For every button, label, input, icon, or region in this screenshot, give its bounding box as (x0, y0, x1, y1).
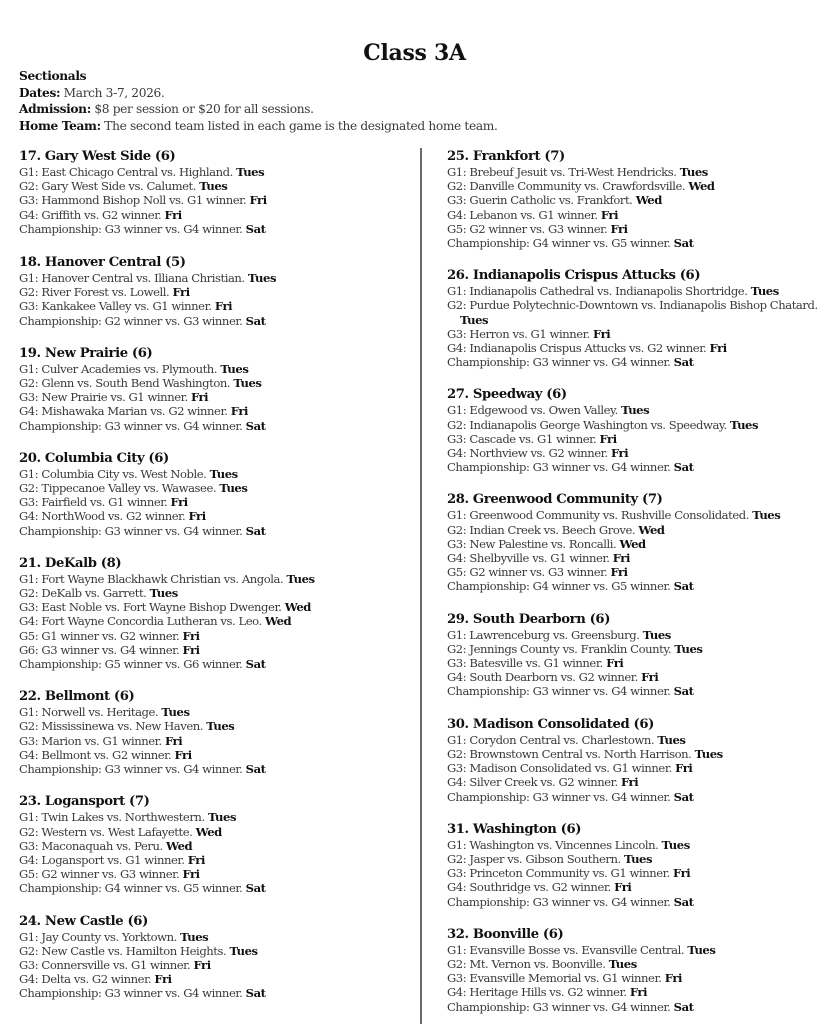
game-matchup: G2: Mississinewa vs. New Haven. (19, 719, 203, 734)
game-matchup: G4: Northview vs. G2 winner. (447, 446, 608, 461)
game-day: Tues (623, 851, 653, 866)
game-matchup: G1: Evansville Bosse vs. Evansville Central. (447, 942, 685, 957)
game-line (19, 734, 414, 748)
game-day: Fri (249, 193, 267, 208)
game-day: Wed (635, 193, 662, 208)
game-line (19, 524, 414, 538)
game-matchup: G1: Lawrenceburg vs. Greensburg. (447, 627, 640, 642)
home-team-line (19, 118, 498, 135)
game-line (19, 719, 414, 733)
game-line (447, 355, 825, 369)
game-line (19, 972, 414, 986)
game-matchup: G4: Delta vs. G2 winner. (19, 972, 152, 987)
admission-label: Admission: (19, 102, 91, 116)
sectional-title: 28. Greenwood Community (7) (447, 492, 663, 508)
game-day: Tues (750, 284, 779, 299)
game-day: Fri (629, 985, 648, 1000)
game-day: Sat (245, 523, 266, 538)
game-line (447, 432, 825, 446)
game-line (447, 508, 825, 522)
sectional-block (447, 926, 825, 1014)
sectional-title: 23. Logansport (7) (19, 794, 150, 810)
game-day: Fri (193, 957, 211, 972)
game-line (19, 495, 414, 509)
sectional-block (19, 148, 414, 236)
left-column (19, 148, 414, 1018)
game-day: Fri (600, 207, 619, 222)
game-matchup: G2: Danville Community vs. Crawfordsville. (447, 179, 686, 194)
game-line (19, 376, 414, 390)
game-line (447, 446, 825, 460)
game-day: Tues (161, 705, 190, 720)
game-day: Fri (610, 446, 629, 461)
game-line (447, 880, 825, 894)
game-line (19, 944, 414, 958)
game-day: Fri (154, 972, 172, 987)
sectional-title: 31. Washington (6) (447, 821, 582, 837)
intro-block (19, 68, 498, 134)
game-matchup: G2: DeKalb vs. Garrett. (19, 586, 147, 601)
game-line (19, 867, 414, 881)
game-matchup: G3: Connersville vs. G1 winner. (19, 957, 191, 972)
game-line (19, 614, 414, 628)
game-day: Sat (673, 894, 694, 909)
game-matchup: Championship: G4 winner vs. G5 winner. (447, 579, 671, 594)
game-line (447, 298, 825, 326)
dates-label: Dates: (19, 85, 61, 100)
game-matchup: G3: Batesville vs. G1 winner. (447, 656, 603, 671)
sectional-title: 24. New Castle (6) (19, 913, 148, 929)
game-matchup: G1: Columbia City vs. West Noble. (19, 466, 207, 481)
game-day: Fri (664, 971, 682, 986)
sectional-title: 27. Speedway (6) (447, 387, 567, 403)
game-line (447, 1000, 825, 1014)
game-matchup: G1: Hanover Central vs. Illiana Christian. (19, 271, 245, 286)
sectional-block (19, 793, 414, 895)
game-line (19, 419, 414, 433)
sectional-block (19, 450, 414, 538)
game-day: Sat (673, 999, 694, 1014)
sectional-block (447, 821, 825, 909)
game-day: Fri (610, 221, 628, 236)
game-line (447, 790, 825, 804)
game-matchup: G2: Western vs. West Lafayette. (19, 824, 193, 839)
game-day: Tues (679, 165, 708, 179)
game-matchup: G3: Cascade vs. G1 winner. (447, 431, 597, 446)
home-team-label: Home Team: (19, 118, 101, 133)
game-day: Sat (245, 313, 266, 328)
page-title: Class 3A (363, 40, 466, 66)
game-line (447, 327, 825, 341)
game-line (19, 839, 414, 853)
game-matchup: G3: New Palestine vs. Roncalli. (447, 536, 617, 551)
game-matchup: G3: Herron vs. G1 winner. (447, 326, 590, 341)
game-day: Tues (206, 719, 235, 734)
game-line (447, 208, 825, 222)
game-day: Wed (688, 179, 715, 194)
game-matchup: G1: Washington vs. Vincennes Lincoln. (447, 837, 659, 852)
game-line (19, 362, 414, 376)
game-day: Tues (460, 312, 489, 327)
column-divider (420, 148, 422, 1024)
game-day: Tues (674, 641, 703, 656)
game-line (19, 222, 414, 236)
game-matchup: G2: Indian Creek vs. Beech Grove. (447, 522, 636, 537)
game-matchup: G3: Kankakee Valley vs. G1 winner. (19, 299, 212, 314)
game-matchup: G4: Southridge vs. G2 winner. (447, 880, 611, 895)
game-matchup: Championship: G3 winner vs. G4 winner. (447, 355, 671, 370)
game-matchup: G1: Culver Academies vs. Plymouth. (19, 361, 218, 376)
game-matchup: G1: Edgewood vs. Owen Valley. (447, 403, 618, 418)
game-line (447, 236, 825, 250)
game-line (19, 404, 414, 418)
game-matchup: G1: East Chicago Central vs. Highland. (19, 165, 233, 179)
game-line (447, 971, 825, 985)
sectional-block (447, 267, 825, 369)
game-day: Fri (190, 390, 209, 405)
game-line (447, 193, 825, 207)
game-matchup: Championship: G3 winner vs. G4 winner. (19, 221, 243, 236)
game-day: Wed (165, 838, 193, 853)
game-matchup: G2: Jennings County vs. Franklin County. (447, 641, 672, 656)
game-day: Wed (264, 614, 292, 629)
game-day: Sat (673, 236, 694, 251)
game-line (19, 271, 414, 285)
game-day: Fri (182, 642, 200, 657)
sectional-block (447, 491, 825, 593)
game-matchup: G3: Madison Consolidated vs. G1 winner. (447, 761, 672, 776)
game-matchup: G4: South Dearborn vs. G2 winner. (447, 670, 638, 685)
game-matchup: G2: Gary West Side vs. Calumet. (19, 179, 197, 194)
game-line (19, 853, 414, 867)
game-day: Fri (172, 285, 190, 300)
game-day: Fri (164, 207, 182, 222)
game-day: Fri (620, 775, 639, 790)
game-matchup: G5: G1 winner vs. G2 winner. (19, 628, 180, 643)
game-line (19, 165, 414, 179)
game-matchup: Championship: G3 winner vs. G4 winner. (447, 684, 671, 699)
game-line (19, 193, 414, 207)
sectional-title: 30. Madison Consolidated (6) (447, 716, 654, 732)
game-matchup: G4: NorthWood vs. G2 winner. (19, 509, 186, 524)
game-matchup: Championship: G2 winner vs. G3 winner. (19, 313, 243, 328)
game-day: Fri (606, 656, 624, 671)
game-matchup: Championship: G3 winner vs. G4 winner. (19, 523, 243, 538)
sectionals-heading: Sectionals (19, 69, 87, 83)
game-line (19, 572, 414, 586)
game-line (19, 825, 414, 839)
game-matchup: Championship: G3 winner vs. G4 winner. (447, 789, 671, 804)
game-day: Tues (233, 376, 262, 391)
game-day: Fri (673, 866, 691, 881)
game-matchup: G4: Shelbyville vs. G1 winner. (447, 551, 610, 566)
game-day: Sat (673, 355, 694, 370)
game-line (447, 403, 825, 417)
game-matchup: G1: Corydon Central vs. Charlestown. (447, 732, 655, 747)
sectional-block (447, 148, 825, 250)
game-day: Fri (164, 733, 183, 748)
game-matchup: G1: Indianapolis Cathedral vs. Indianapolis Shortridge. (447, 284, 748, 299)
game-day: Tues (657, 732, 686, 747)
game-matchup: G5: G2 winner vs. G3 winner. (447, 565, 608, 580)
game-matchup: G2: Indianapolis George Washington vs. Speedway. (447, 417, 727, 432)
game-line (447, 179, 825, 193)
game-matchup: G2: Jasper vs. Gibson Southern. (447, 851, 621, 866)
game-day: Sat (245, 881, 266, 896)
game-line (447, 418, 825, 432)
game-line (19, 657, 414, 671)
game-day: Sat (245, 986, 266, 1001)
game-line (19, 705, 414, 719)
game-day: Fri (675, 761, 693, 776)
sectional-title: 18. Hanover Central (5) (19, 255, 186, 271)
game-line (447, 537, 825, 551)
game-line (19, 179, 414, 193)
game-line (19, 586, 414, 600)
sectional-title: 20. Columbia City (6) (19, 450, 169, 466)
sectional-block (447, 611, 825, 699)
game-line (447, 985, 825, 999)
sectional-block (19, 688, 414, 776)
game-matchup: G3: New Prairie vs. G1 winner. (19, 390, 188, 405)
game-day: Sat (245, 221, 266, 236)
sectional-title: 19. New Prairie (6) (19, 345, 153, 361)
game-matchup: G2: Tippecanoe Valley vs. Wawasee. (19, 481, 217, 496)
game-matchup: G4: Indianapolis Crispus Attucks vs. G2 winner. (447, 341, 707, 356)
game-day: Tues (220, 361, 249, 376)
game-matchup: G4: Fort Wayne Concordia Lutheran vs. Leo. (19, 614, 262, 629)
game-line (447, 642, 825, 656)
game-matchup: G3: Guerin Catholic vs. Frankfort. (447, 193, 633, 208)
game-matchup: G3: East Noble vs. Fort Wayne Bishop Dwenger. (19, 600, 282, 615)
game-line (19, 748, 414, 762)
sectional-title: 29. South Dearborn (6) (447, 611, 611, 627)
game-matchup: Championship: G4 winner vs. G5 winner. (447, 236, 671, 251)
home-team-value: The second team listed in each game is the designated home team. (104, 118, 498, 133)
game-line (447, 523, 825, 537)
game-line (447, 284, 825, 298)
game-matchup: G2: Mt. Vernon vs. Boonville. (447, 956, 606, 971)
sectional-title: 26. Indianapolis Crispus Attucks (6) (447, 268, 701, 284)
game-day: Tues (247, 271, 277, 286)
sectional-block (19, 913, 414, 1001)
game-line (447, 565, 825, 579)
game-line (447, 628, 825, 642)
game-line (447, 761, 825, 775)
game-line (447, 866, 825, 880)
game-matchup: Championship: G3 winner vs. G4 winner. (447, 894, 671, 909)
game-matchup: G3: Evansville Memorial vs. G1 winner. (447, 971, 662, 986)
game-day: Tues (729, 417, 759, 432)
game-matchup: G2: Brownstown Central vs. North Harrison. (447, 746, 692, 761)
game-line (19, 810, 414, 824)
sectional-block (19, 345, 414, 433)
game-line (447, 943, 825, 957)
game-day: Tues (621, 403, 650, 418)
game-day: Tues (207, 810, 237, 825)
sectional-block (447, 386, 825, 474)
right-column (447, 148, 825, 1031)
game-line (447, 895, 825, 909)
sectional-title: 25. Frankfort (7) (447, 149, 565, 164)
game-matchup: G2: New Castle vs. Hamilton Heights. (19, 943, 227, 958)
game-day: Wed (638, 522, 665, 537)
game-line (447, 460, 825, 474)
game-line (19, 390, 414, 404)
game-line (19, 762, 414, 776)
game-line (19, 629, 414, 643)
game-day: Sat (673, 579, 694, 594)
admission-value: $8 per session or $20 for all sessions. (94, 102, 314, 116)
game-day: Fri (174, 747, 192, 762)
game-day: Fri (599, 431, 617, 446)
game-line (19, 600, 414, 614)
game-matchup: G3: Hammond Bishop Noll vs. G1 winner. (19, 193, 247, 208)
game-day: Fri (593, 326, 611, 341)
game-day: Wed (619, 536, 646, 551)
game-matchup: G6: G3 winner vs. G4 winner. (19, 642, 180, 657)
game-matchup: Championship: G3 winner vs. G4 winner. (19, 986, 243, 1001)
game-matchup: Championship: G3 winner vs. G4 winner. (447, 999, 671, 1014)
game-day: Sat (245, 657, 266, 672)
game-day: Tues (149, 586, 178, 601)
game-day: Tues (229, 943, 258, 958)
game-day: Tues (236, 165, 265, 179)
game-day: Fri (230, 404, 248, 419)
game-day: Fri (641, 670, 659, 685)
game-matchup: G3: Maconaquah vs. Peru. (19, 838, 163, 853)
game-matchup: G1: Twin Lakes vs. Northwestern. (19, 810, 205, 825)
game-day: Wed (284, 600, 311, 615)
game-day: Tues (286, 571, 315, 586)
game-line (447, 852, 825, 866)
game-day: Fri (182, 867, 200, 882)
game-day: Fri (610, 565, 628, 580)
game-matchup: Championship: G3 winner vs. G4 winner. (447, 460, 671, 475)
game-line (447, 551, 825, 565)
game-matchup: Championship: G3 winner vs. G4 winner. (19, 418, 243, 433)
game-day: Fri (182, 628, 200, 643)
game-line (447, 747, 825, 761)
game-line (19, 881, 414, 895)
game-day: Fri (214, 299, 233, 314)
game-line (19, 285, 414, 299)
game-day: Tues (661, 837, 690, 852)
game-line (19, 509, 414, 523)
sectional-title: 32. Boonville (6) (447, 926, 564, 942)
game-day: Tues (219, 481, 248, 496)
sectional-block (19, 254, 414, 328)
game-matchup: G2: Glenn vs. South Bend Washington. (19, 376, 231, 391)
game-line (447, 670, 825, 684)
sectional-title: 21. DeKalb (8) (19, 555, 122, 571)
game-matchup: G3: Marion vs. G1 winner. (19, 733, 162, 748)
game-matchup: G4: Lebanon vs. G1 winner. (447, 207, 598, 222)
game-day: Fri (187, 852, 205, 867)
game-matchup: G2: Purdue Polytechnic-Downtown vs. Indianapolis Bishop Chatard. (447, 298, 818, 313)
game-day: Fri (188, 509, 206, 524)
game-line (447, 165, 825, 179)
game-matchup: G1: Norwell vs. Heritage. (19, 705, 159, 720)
game-day: Tues (209, 466, 238, 481)
game-line (19, 986, 414, 1000)
game-matchup: G2: River Forest vs. Lowell. (19, 285, 170, 300)
sectional-block (19, 555, 414, 671)
game-matchup: G5: G2 winner vs. G3 winner. (447, 221, 608, 236)
dates-line (19, 85, 498, 102)
game-matchup: G3: Fairfield vs. G1 winner. (19, 495, 168, 510)
game-line (19, 208, 414, 222)
dates-value: March 3-7, 2026. (63, 85, 165, 100)
sectional-block (447, 716, 825, 804)
game-day: Sat (673, 684, 694, 699)
game-matchup: G1: Greenwood Community vs. Rushville Consolidated. (447, 508, 749, 523)
game-day: Fri (614, 880, 632, 895)
game-matchup: G1: Jay County vs. Yorktown. (19, 929, 177, 944)
game-line (19, 299, 414, 313)
game-line (19, 643, 414, 657)
game-matchup: G4: Heritage Hills vs. G2 winner. (447, 985, 627, 1000)
game-line (447, 838, 825, 852)
game-day: Sat (245, 418, 266, 433)
game-day: Tues (752, 508, 781, 523)
admission-line (19, 101, 498, 118)
game-day: Fri (709, 341, 727, 356)
game-line (447, 579, 825, 593)
game-matchup: G3: Princeton Community vs. G1 winner. (447, 866, 670, 881)
game-day: Tues (687, 942, 716, 957)
game-matchup: G4: Silver Creek vs. G2 winner. (447, 775, 618, 790)
game-line (447, 222, 825, 236)
game-day: Sat (673, 789, 694, 804)
game-matchup: G4: Bellmont vs. G2 winner. (19, 747, 172, 762)
game-day: Tues (694, 746, 723, 761)
sectional-title: 17. Gary West Side (6) (19, 149, 176, 164)
game-matchup: Championship: G3 winner vs. G4 winner. (19, 762, 243, 777)
game-line (447, 684, 825, 698)
game-matchup: G5: G2 winner vs. G3 winner. (19, 867, 180, 882)
game-matchup: G4: Griffith vs. G2 winner. (19, 207, 162, 222)
game-line (19, 481, 414, 495)
game-line (19, 958, 414, 972)
game-day: Tues (199, 179, 228, 194)
game-matchup: G4: Logansport vs. G1 winner. (19, 852, 185, 867)
game-day: Fri (170, 495, 188, 510)
game-line (19, 467, 414, 481)
sectional-title: 22. Bellmont (6) (19, 689, 135, 705)
game-day: Tues (642, 627, 671, 642)
game-matchup: Championship: G5 winner vs. G6 winner. (19, 657, 243, 672)
game-matchup: Championship: G4 winner vs. G5 winner. (19, 881, 243, 896)
game-line (447, 775, 825, 789)
game-day: Tues (608, 956, 637, 971)
game-line (447, 957, 825, 971)
game-matchup: G4: Mishawaka Marian vs. G2 winner. (19, 404, 228, 419)
game-day: Fri (612, 551, 630, 566)
game-line (19, 930, 414, 944)
game-day: Tues (180, 929, 209, 944)
game-line (19, 314, 414, 328)
game-day: Sat (245, 762, 266, 777)
game-matchup: G1: Brebeuf Jesuit vs. Tri-West Hendricks. (447, 165, 677, 179)
game-line (447, 341, 825, 355)
game-line (447, 733, 825, 747)
game-matchup: G1: Fort Wayne Blackhawk Christian vs. Angola. (19, 571, 284, 586)
game-day: Sat (673, 460, 694, 475)
game-day: Wed (195, 824, 222, 839)
game-line (447, 656, 825, 670)
